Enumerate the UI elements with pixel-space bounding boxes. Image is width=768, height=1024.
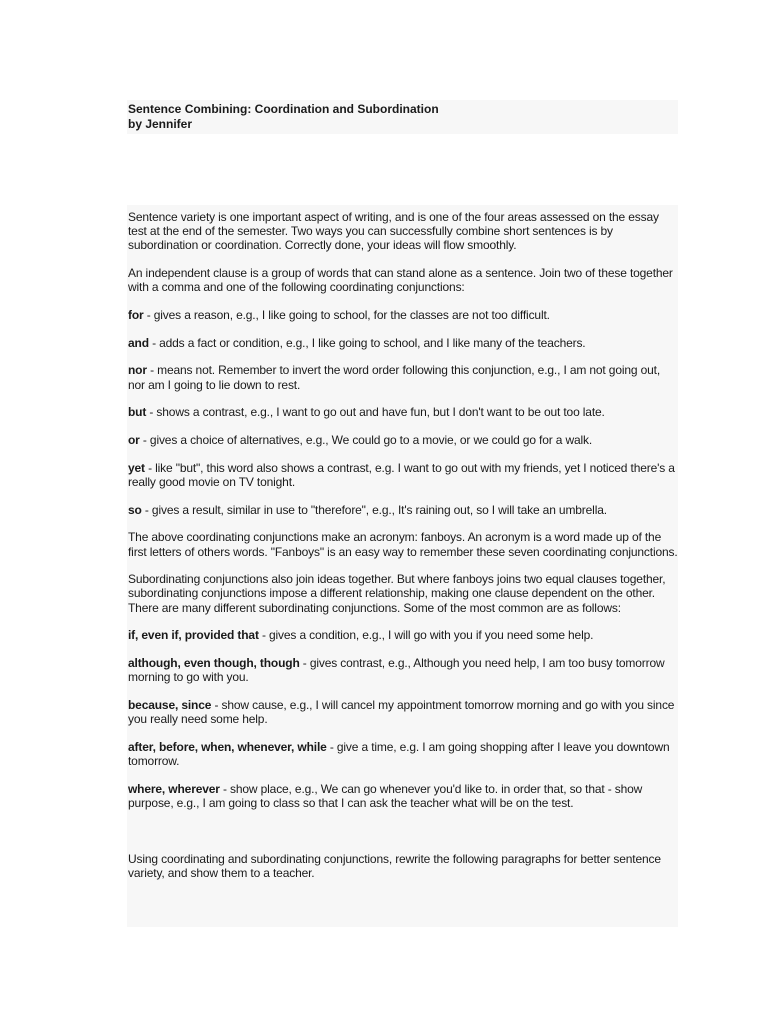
conjunction-term: although, even though, though — [128, 656, 300, 671]
document-body — [127, 205, 678, 927]
conjunction-term: and — [128, 335, 149, 350]
conjunction-term: nor — [128, 363, 147, 378]
subordinating-entry-place — [128, 782, 678, 810]
conjunction-entry-or — [128, 433, 678, 447]
conjunction-entry-nor — [128, 363, 678, 391]
fanboys-paragraph: The above coordinating conjunctions make an acronym: fanboys. An acronym is a word made up of the first letters of others words. "Fanboys" is an easy way to remember these seven coordinating conjunctions. — [128, 530, 678, 559]
conjunction-description: - like "but", this word also shows a contrast, e.g. I want to go out with my friends, yet I noticed there's a really good movie on TV tonight. — [128, 460, 675, 489]
conjunction-entry-so — [128, 503, 678, 517]
conjunction-description: - shows a contrast, e.g., I want to go out and have fun, but I don't want to be out too late. — [146, 405, 605, 420]
conjunction-description: - means not. Remember to invert the word order following this conjunction, e.g., I am not going out, nor am I going to lie down to rest. — [128, 363, 661, 392]
conjunction-term: or — [128, 433, 140, 448]
conjunction-term: if, even if, provided that — [128, 628, 259, 643]
conjunction-description: - gives a result, similar in use to "therefore", e.g., It's raining out, so I will take an umbrella. — [141, 502, 607, 517]
conjunction-description: - show cause, e.g., I will cancel my appointment tomorrow morning and go with you since you really need some help. — [128, 697, 675, 727]
conjunction-term: so — [128, 502, 142, 517]
intro-paragraph: An independent clause is a group of words that can stand alone as a sentence. Join two of these together with a comma and one of the following coordinating conjunctions: — [128, 266, 673, 295]
conjunction-description: - gives a condition, e.g., I will go with you if you need some help. — [258, 628, 594, 643]
conjunction-description: - gives a reason, e.g., I like going to school, for the classes are not too difficult. — [143, 308, 550, 323]
subordinating-entry-time — [128, 740, 678, 768]
subordinating-intro-paragraph: Subordinating conjunctions also join ideas together. But where fanboys joins two equal clauses together, subordinating conjunctions impose a different relationship, making one clause dependent on the other. There are many different subordinating conjunctions. Some of the most common are as follows: — [128, 572, 666, 615]
conjunction-term: after, before, when, whenever, while — [128, 739, 327, 754]
conjunction-description: - adds a fact or condition, e.g., I like going to school, and I like many of the teachers. — [148, 335, 586, 350]
closing-paragraph: Using coordinating and subordinating conjunctions, rewrite the following paragraphs for better sentence variety, and show them to a teacher. — [128, 852, 661, 881]
page-title: Sentence Combining: Coordination and Subordination — [128, 102, 439, 116]
conjunction-term: for — [128, 308, 144, 323]
subordinating-entry-cause — [128, 698, 678, 726]
intro-paragraph: Sentence variety is one important aspect of writing, and is one of the four areas assessed on the essay test at the end of the semester. Two ways you can successfully combine short sentences is by subordination or coordination. Correctly done, your ideas will flow smoothly. — [128, 210, 659, 253]
conjunction-term: where, wherever — [128, 781, 220, 796]
conjunction-entry-yet — [128, 461, 678, 489]
subordinating-entry-contrast — [128, 656, 678, 684]
subordinating-entry-condition — [128, 628, 678, 642]
conjunction-term: but — [128, 405, 147, 420]
conjunction-entry-for — [128, 308, 678, 322]
byline: by Jennifer — [128, 117, 193, 131]
conjunction-entry-and — [128, 336, 678, 350]
conjunction-description: - gives a choice of alternatives, e.g., We could go to a movie, or we could go for a walk. — [139, 433, 593, 448]
title-block — [127, 100, 678, 134]
conjunction-description: - give a time, e.g. I am going shopping after I leave you downtown tomorrow. — [128, 739, 670, 769]
conjunction-description: - show place, e.g., We can go whenever you'd like to. in order that, so that - show purpose, e.g., I am going to class so that I can ask the teacher what will be on the test. — [128, 781, 643, 810]
conjunction-description: - gives contrast, e.g., Although you need help, I am too busy tomorrow morning to go with you. — [128, 656, 665, 685]
conjunction-term: yet — [128, 460, 145, 475]
conjunction-term: because, since — [128, 697, 212, 712]
conjunction-entry-but — [128, 405, 678, 419]
